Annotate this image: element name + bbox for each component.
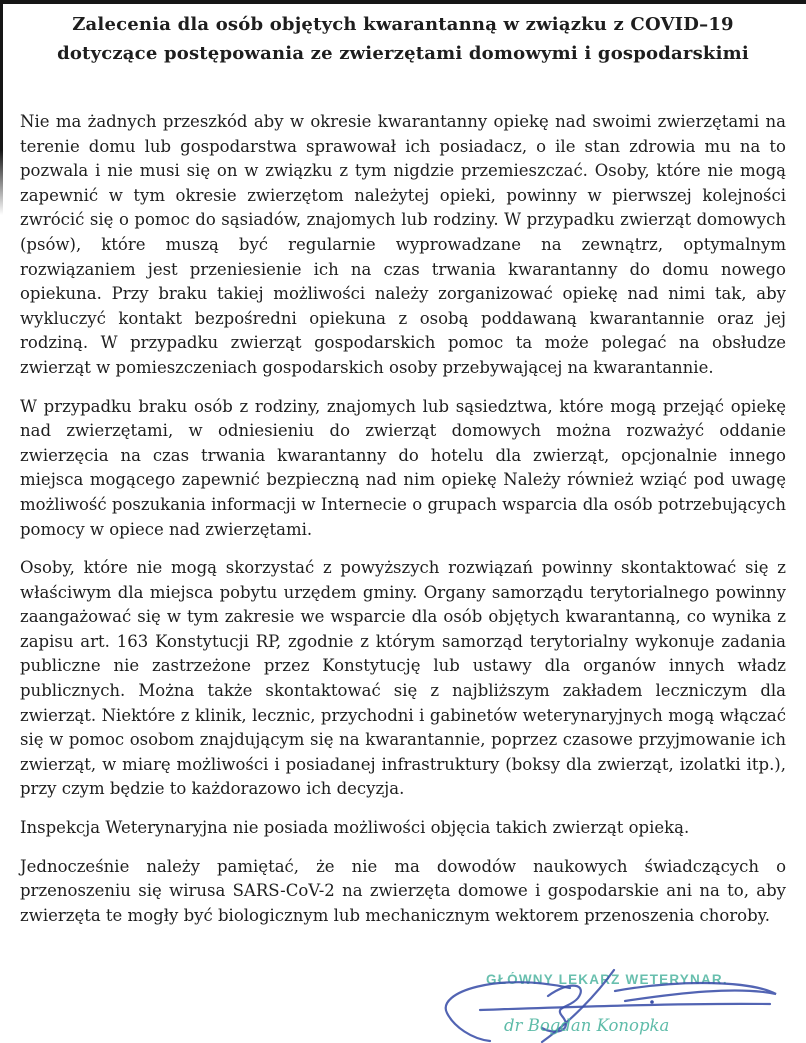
paragraph-animal-hotels: W przypadku braku osób z rodziny, znajomych lub sąsiedztwa, które mogą przejąć opiekę nad zwierzętami, w odniesieniu do zwierząt domowych można rozważyć oddanie zwierzęcia na czas trwania kwarantanny do hotelu dla zwierząt, opcjonalnie innego miejsca mogącego zapewnić bezpieczną nad nim opiekę Należy również wziąć pod uwagę możliwość poszukania informacji w Internecie o grupach wsparcia dla osób potrzebujących pomocy w opiece nad zwierzętami. [20,396,786,539]
paragraph-no-scientific-evidence: Jednocześnie należy pamiętać, że nie ma dowodów naukowych świadczących o przenoszeniu się wirusa SARS-CoV-2 na zwierzęta domowe i gospodarskie ani na to, aby zwierzęta te mogły być biologicznym lub mechanicznym wektorem przenoszenia choroby. [20,856,786,925]
scan-artifact-left-edge [0,0,3,215]
paragraph-local-government: Osoby, które nie mogą skorzystać z powyższych rozwiązań powinny skontaktować się z właściwym dla miejsca pobytu urzędem gminy. Organy samorządu terytorialnego powinny zaangażować się w tym zakresie we wsparcie dla osób objętych kwarantanną, co wynika z zapisu art. 163 Konstytucji RP, zgodnie z którym samorząd terytorialny wykonuje zadania publiczne nie zastrzeżone przez Konstytucję lub ustawy dla organów innych władz publicznych. Można także skontaktować się z najbliższym zakładem leczniczym dla zwierząt. Niektóre z klinik, lecznic, przychodni i gabinetów weterynaryjnych mogą włączać się w pomoc osobom znajdującym się na kwarantannie, poprzez czasowe przyjmowanie ich zwierząt, w miarę możliwości i posiadanej infrastruktury (boksy dla zwierząt, izolatki itp.), przy czym będzie to każdorazowo ich decyzja. [20,558,786,799]
signature-name-stamp: dr Bogdan Konopka [504,1016,670,1035]
scan-artifact-top-edge [0,0,806,4]
document-content [20,10,786,942]
signature-block [420,966,806,1043]
document-title: Zalecenia dla osób objętych kwarantanną w związku z COVID–19 dotyczące postępowania ze zwierzętami domowymi i gospodarskimi [57,14,749,64]
document-body [20,110,786,928]
paragraph-care-by-owner: Nie ma żadnych przeszkód aby w okresie kwarantanny opiekę nad swoimi zwierzętami na terenie domu lub gospodarstwa sprawował ich posiadacz, o ile stan zdrowia mu na to pozwala i nie musi się on w związku z tym nigdzie przemieszczać. Osoby, które nie mogą zapewnić w tym okresie zwierzętom należytej opieki, powinny w pierwszej kolejności zwrócić się o pomoc do sąsiadów, znajomych lub rodziny. W przypadku zwierząt domowych (psów), które muszą być regularnie wyprowadzane na zewnątrz, optymalnym rozwiązaniem jest przeniesienie ich na czas trwania kwarantanny do domu nowego opiekuna. Przy braku takiej możliwości należy zorganizować opiekę nad nimi tak, aby wykluczyć kontakt bezpośredni opiekuna z osobą poddawaną kwarantannie oraz jej rodziną. W przypadku zwierząt gospodarskich pomoc ta może polegać na obsłudze zwierząt w pomieszczeniach gospodarskich osoby przebywającej na kwarantannie. [20,112,786,377]
paragraph-veterinary-inspection: Inspekcja Weterynaryjna nie posiada możliwości objęcia takich zwierząt opieką. [20,818,690,838]
signature-role-stamp: GŁÓWNY LEKARZ WETERYNAR. [486,972,728,987]
